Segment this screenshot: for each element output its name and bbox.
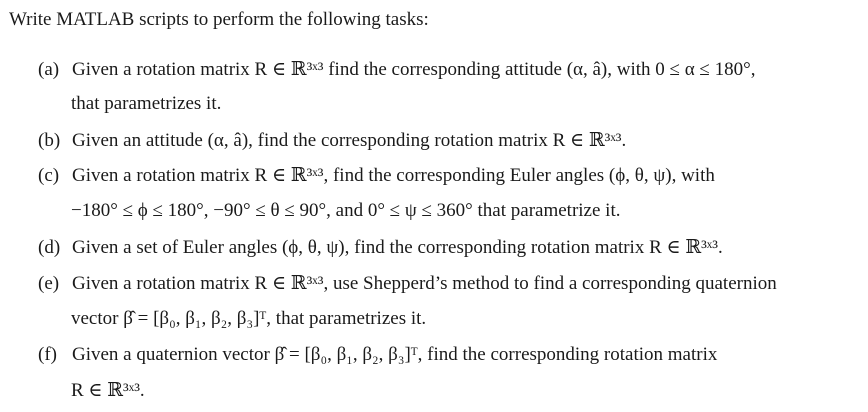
- task-f-label: (f): [38, 344, 57, 365]
- task-e-line1: Given a rotation matrix R ∈ ℝ³ˣ³, use Shepperd’s method to find a corresponding quaternion: [72, 273, 777, 294]
- task-f: [38, 344, 717, 366]
- task-a: [38, 58, 755, 81]
- task-c-line1: Given a rotation matrix R ∈ ℝ³ˣ³, find the corresponding Euler angles (ϕ, θ, ψ), with: [72, 165, 715, 186]
- task-c: [38, 164, 715, 187]
- task-d-line1: Given a set of Euler angles (ϕ, θ, ψ), find the corresponding rotation matrix R ∈ ℝ³ˣ³.: [72, 237, 723, 258]
- task-a-line1: Given a rotation matrix R ∈ ℝ³ˣ³ find the corresponding attitude (α, â), with 0 ≤ α ≤ 180°,: [72, 59, 756, 80]
- task-b-label: (b): [38, 130, 61, 151]
- task-a-line2: that parametrizes it.: [71, 93, 222, 114]
- intro-text: Write MATLAB scripts to perform the following tasks:: [9, 9, 429, 30]
- task-e-label: (e): [38, 273, 60, 294]
- task-d: [38, 236, 723, 259]
- task-b-line1: Given an attitude (α, â), find the corresponding rotation matrix R ∈ ℝ³ˣ³.: [72, 130, 627, 151]
- task-b: [38, 129, 626, 152]
- task-c-line2: −180° ≤ ϕ ≤ 180°, −90° ≤ θ ≤ 90°, and 0° ≤ ψ ≤ 360° that parametrize it.: [71, 200, 621, 221]
- task-e-line2: vector β̂ = [β₀, β₁, β₂, β₃]ᵀ, that parametrizes it.: [71, 308, 427, 329]
- task-a-label: (a): [38, 59, 60, 80]
- task-f-line1: Given a quaternion vector β̂ = [β₀, β₁, β₂, β₃]ᵀ, find the corresponding rotation matrix: [72, 344, 718, 365]
- task-e: [38, 272, 777, 295]
- task-d-label: (d): [38, 237, 61, 258]
- task-c-label: (c): [38, 165, 60, 186]
- task-f-line2: R ∈ ℝ³ˣ³.: [71, 380, 145, 401]
